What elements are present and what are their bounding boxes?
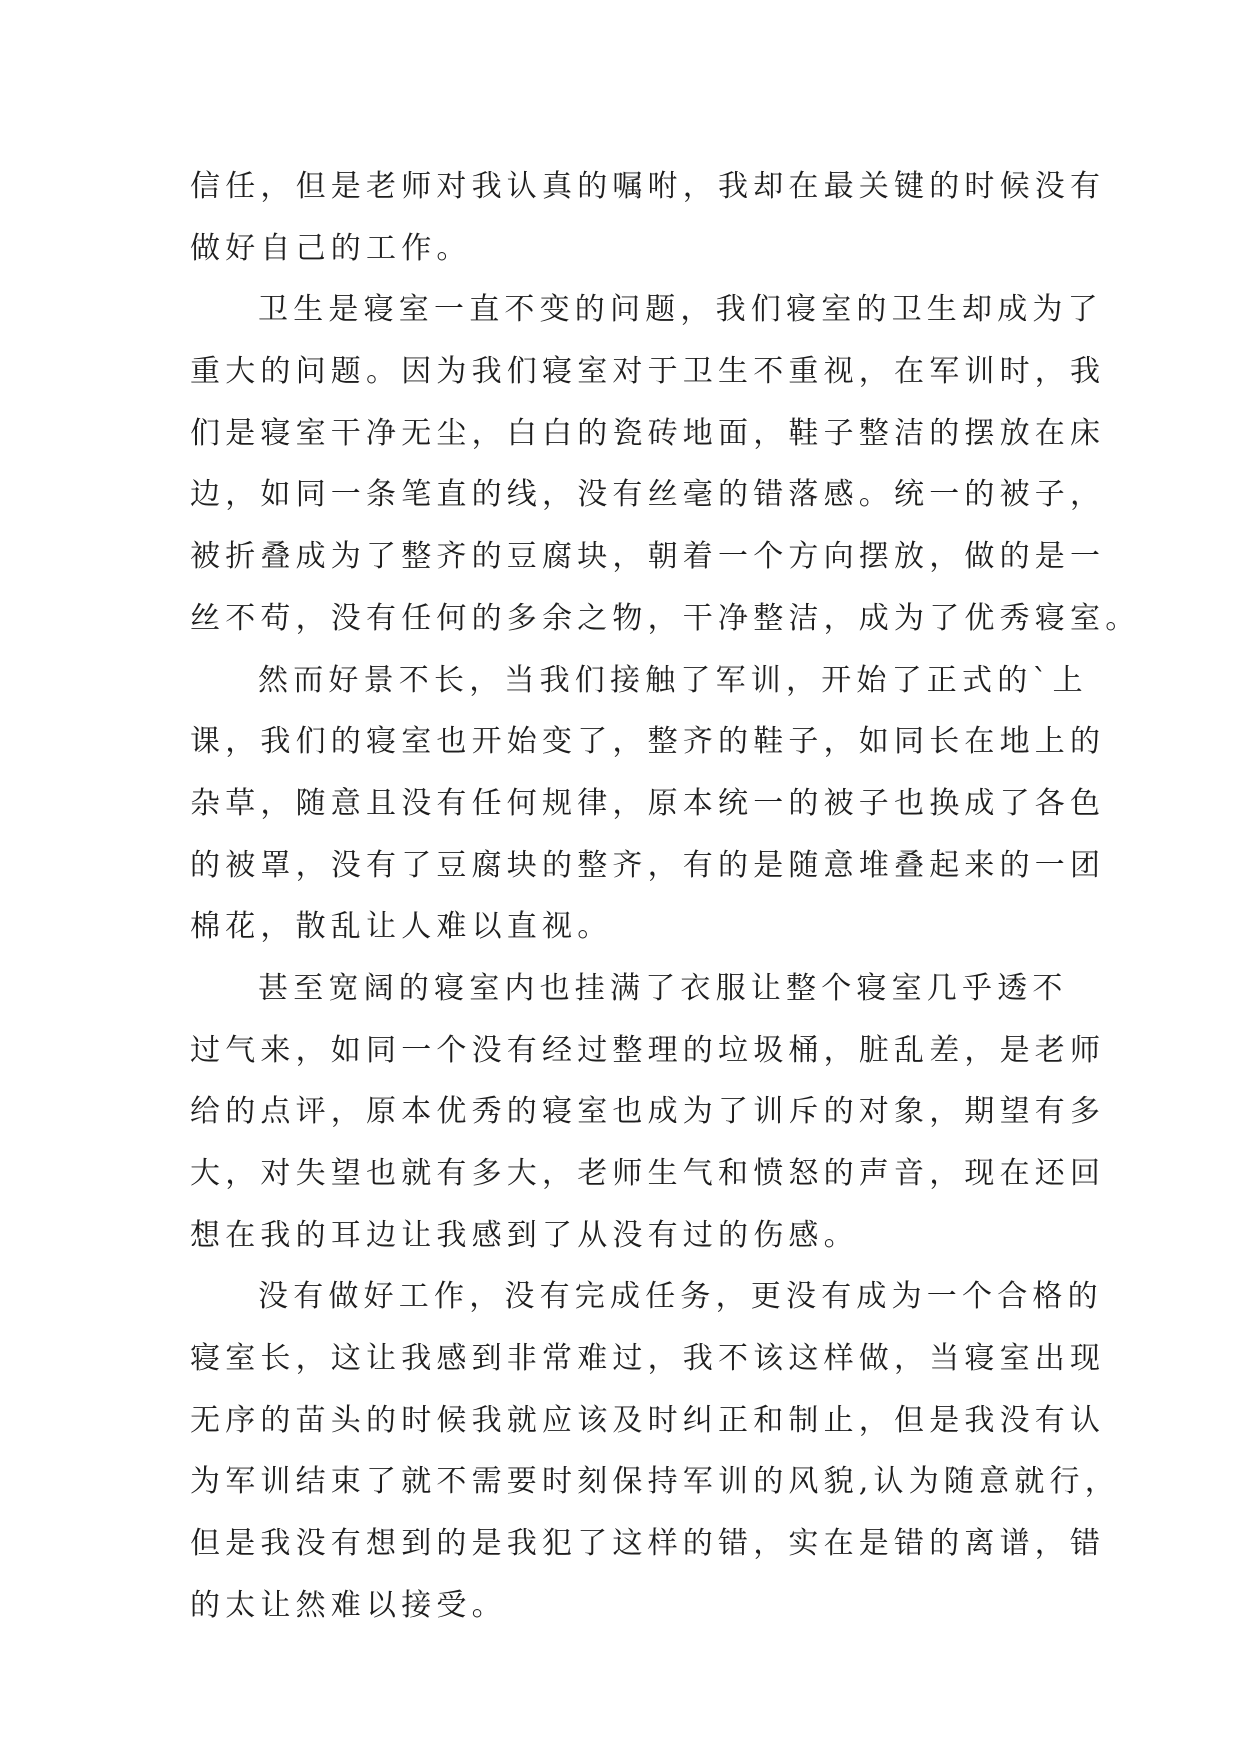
text-line: 课，我们的寝室也开始变了，整齐的鞋子，如同长在地上的: [190, 724, 1106, 760]
text-line: 杂草，随意且没有任何规律，原本统一的被子也换成了各色: [190, 785, 1106, 821]
text-line: 想在我的耳边让我感到了从没有过的伤感。: [190, 1217, 859, 1253]
text-line: 做好自己的工作。: [190, 230, 472, 266]
text-line: 给的点评，原本优秀的寝室也成为了训斥的对象，期望有多: [190, 1094, 1106, 1130]
text-line: 大，对失望也就有多大，老师生气和愤怒的声音，现在还回: [190, 1156, 1106, 1191]
text-line: 信任，但是老师对我认真的嘱咐，我却在最关键的时候没有: [190, 169, 1106, 204]
paragraph-first-line: 甚至宽阔的寝室内也挂满了衣服让整个寝室几乎透不: [258, 970, 1068, 1006]
text-line: 无序的苗头的时候我就应该及时纠正和制止，但是我没有认: [190, 1402, 1106, 1438]
text-line: 们是寝室干净无尘，白白的瓷砖地面，鞋子整洁的摆放在床: [190, 415, 1106, 451]
text-line: 寝室长，这让我感到非常难过，我不该这样做，当寝室出现: [190, 1341, 1106, 1377]
paragraph-first-line: 卫生是寝室一直不变的问题，我们寝室的卫生却成为了: [258, 292, 1103, 328]
text-line: 边，如同一条笔直的线，没有丝毫的错落感。统一的被子，: [190, 477, 1106, 513]
paragraph-first-line: 没有做好工作，没有完成任务，更没有成为一个合格的: [258, 1279, 1103, 1315]
text-line: 但是我没有想到的是我犯了这样的错，实在是错的离谱，错: [190, 1526, 1106, 1562]
text-line: 丝不苟，没有任何的多余之物，干净整洁，成为了优秀寝室。: [190, 600, 1141, 636]
paragraph-first-line: 然而好景不长，当我们接触了军训，开始了正式的`上: [258, 662, 1088, 698]
body-text: [190, 156, 1141, 1637]
text-line: 重大的问题。因为我们寝室对于卫生不重视，在军训时，我: [190, 354, 1106, 390]
text-line: 为军训结束了就不需要时刻保持军训的风貌,认为随意就行，: [190, 1464, 1120, 1500]
text-line: 的被罩，没有了豆腐块的整齐，有的是随意堆叠起来的一团: [190, 847, 1106, 883]
text-line: 的太让然难以接受。: [190, 1587, 507, 1623]
text-line: 过气来，如同一个没有经过整理的垃圾桶，脏乱差，是老师: [190, 1032, 1106, 1068]
text-line: 被折叠成为了整齐的豆腐块，朝着一个方向摆放，做的是一: [190, 539, 1106, 575]
text-line: 棉花，散乱让人难以直视。: [190, 909, 613, 945]
